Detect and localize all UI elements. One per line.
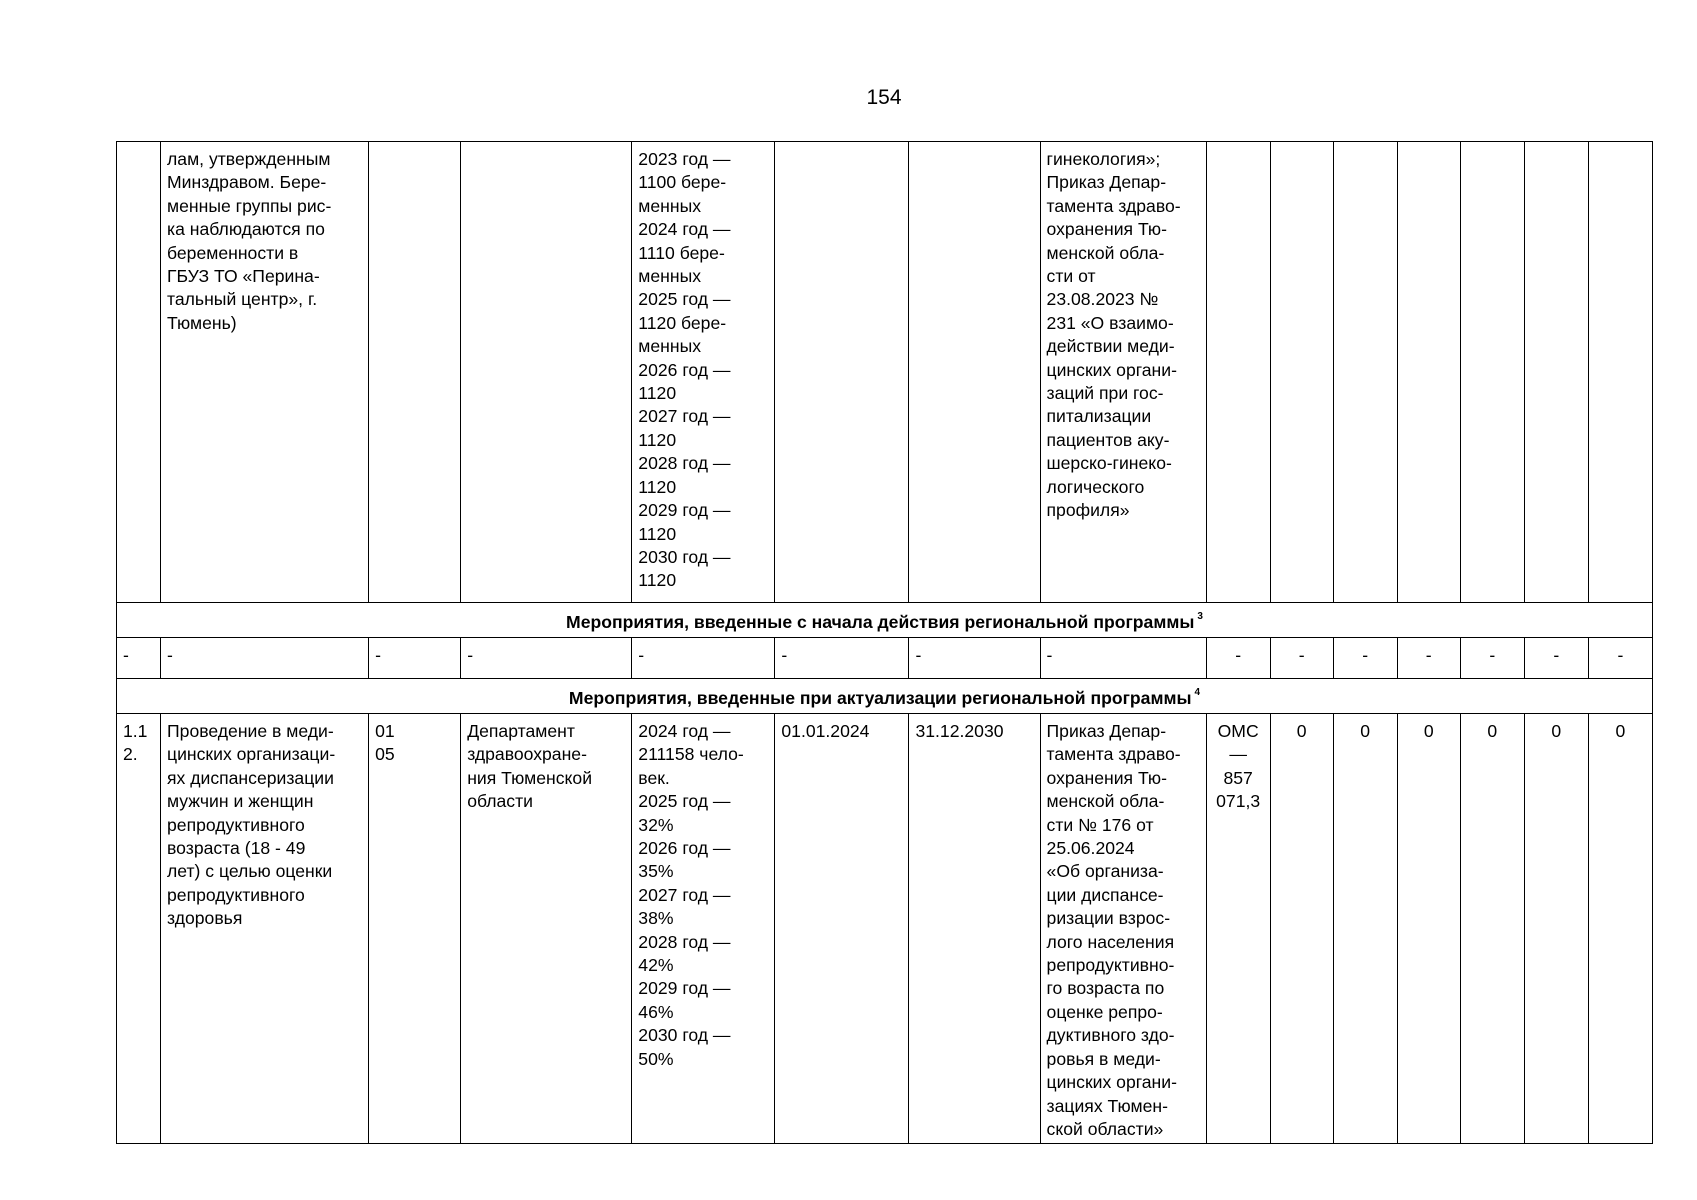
cell-code: [369, 142, 461, 603]
cell-funding: ОМС — 857 071,3: [1206, 714, 1270, 1144]
dash-cell: -: [1270, 638, 1333, 679]
footnote-mark: 4: [1194, 687, 1201, 699]
section-header-row: [117, 603, 1653, 638]
cell-start-date: 01.01.2024: [775, 714, 909, 1144]
dash-cell: -: [117, 638, 161, 679]
dash-cell: -: [461, 638, 632, 679]
dash-cell: -: [1040, 638, 1206, 679]
cell-legal-basis: гинекология»; Приказ Депар- тамента здраво- охранения Тю- менской обла- сти от 23.08.2023 № 231 «О взаимо- действии меди- цинских органи- заций при гос- питализации пациентов аку- шерско-гинеко- логического профиля»: [1040, 142, 1206, 603]
cell-number: [117, 142, 161, 603]
cell-legal-basis: Приказ Депар- тамента здраво- охранения Тю- менской обла- сти № 176 от 25.06.2024 «Об организа- ции диспансе- ризации взрос- лого населения репродуктивно- го возраста по оценке репро- дуктивного здо- ровья в меди- цинских органи- зациях Тюмен- ской области»: [1040, 714, 1206, 1144]
cell-start-date: [775, 142, 909, 603]
cell-value: [1588, 142, 1652, 603]
footnote-mark: 3: [1197, 611, 1203, 623]
dash-cell: -: [1206, 638, 1270, 679]
section-header-row: [117, 679, 1653, 714]
dash-cell: -: [1524, 638, 1588, 679]
cell-responsible: Департамент здравоохране- ния Тюменской области: [461, 714, 632, 1144]
table-row: [117, 142, 1653, 603]
dash-cell: -: [1460, 638, 1524, 679]
table-row: [117, 714, 1653, 1144]
cell-indicators: 2024 год — 211158 чело- век. 2025 год — 32% 2026 год — 35% 2027 год — 38% 2028 год — 42% 2029 год — 46% 2030 год — 50%: [632, 714, 775, 1144]
dash-cell: -: [369, 638, 461, 679]
section-title: Мероприятия, введенные при актуализации региональной программы: [568, 688, 1192, 709]
table-row: [117, 638, 1653, 679]
dash-cell: -: [775, 638, 909, 679]
section-header: [117, 679, 1653, 714]
dash-cell: -: [1333, 638, 1397, 679]
cell-responsible: [461, 142, 632, 603]
dash-cell: -: [161, 638, 369, 679]
cell-end-date: [909, 142, 1040, 603]
cell-value: 0: [1270, 714, 1333, 1144]
cell-value: [1270, 142, 1333, 603]
section-header: [117, 603, 1653, 638]
dash-cell: -: [909, 638, 1040, 679]
cell-value: [1460, 142, 1524, 603]
cell-value: 0: [1397, 714, 1460, 1144]
cell-number: 1.1 2.: [117, 714, 161, 1144]
cell-description: лам, утвержденным Минздравом. Бере- менные группы рис- ка наблюдаются по беременности в ГБУЗ ТО «Перина- тальный центр», г. Тюмень): [161, 142, 369, 603]
page-number: 154: [866, 86, 902, 109]
cell-value: [1397, 142, 1460, 603]
cell-value: [1333, 142, 1397, 603]
dash-cell: -: [1397, 638, 1460, 679]
section-title: Мероприятия, введенные с начала действия региональной программы: [566, 612, 1195, 633]
cell-description: Проведение в меди- цинских организаци- ях диспансеризации мужчин и женщин репродуктивного возраста (18 - 49 лет) с целью оценки репродуктивного здоровья: [161, 714, 369, 1144]
cell-code: 01 05: [369, 714, 461, 1144]
cell-value: 0: [1333, 714, 1397, 1144]
cell-value: 0: [1588, 714, 1652, 1144]
cell-indicators: 2023 год — 1100 бере- менных 2024 год — 1110 бере- менных 2025 год — 1120 бере- менных 2026 год — 1120 2027 год — 1120 2028 год — 1120 2029 год — 1120 2030 год — 1120: [632, 142, 775, 603]
cell-funding: [1206, 142, 1270, 603]
dash-cell: -: [632, 638, 775, 679]
cell-value: [1524, 142, 1588, 603]
measures-table: [116, 141, 1653, 1144]
cell-value: 0: [1524, 714, 1588, 1144]
dash-cell: -: [1588, 638, 1652, 679]
cell-value: 0: [1460, 714, 1524, 1144]
cell-end-date: 31.12.2030: [909, 714, 1040, 1144]
